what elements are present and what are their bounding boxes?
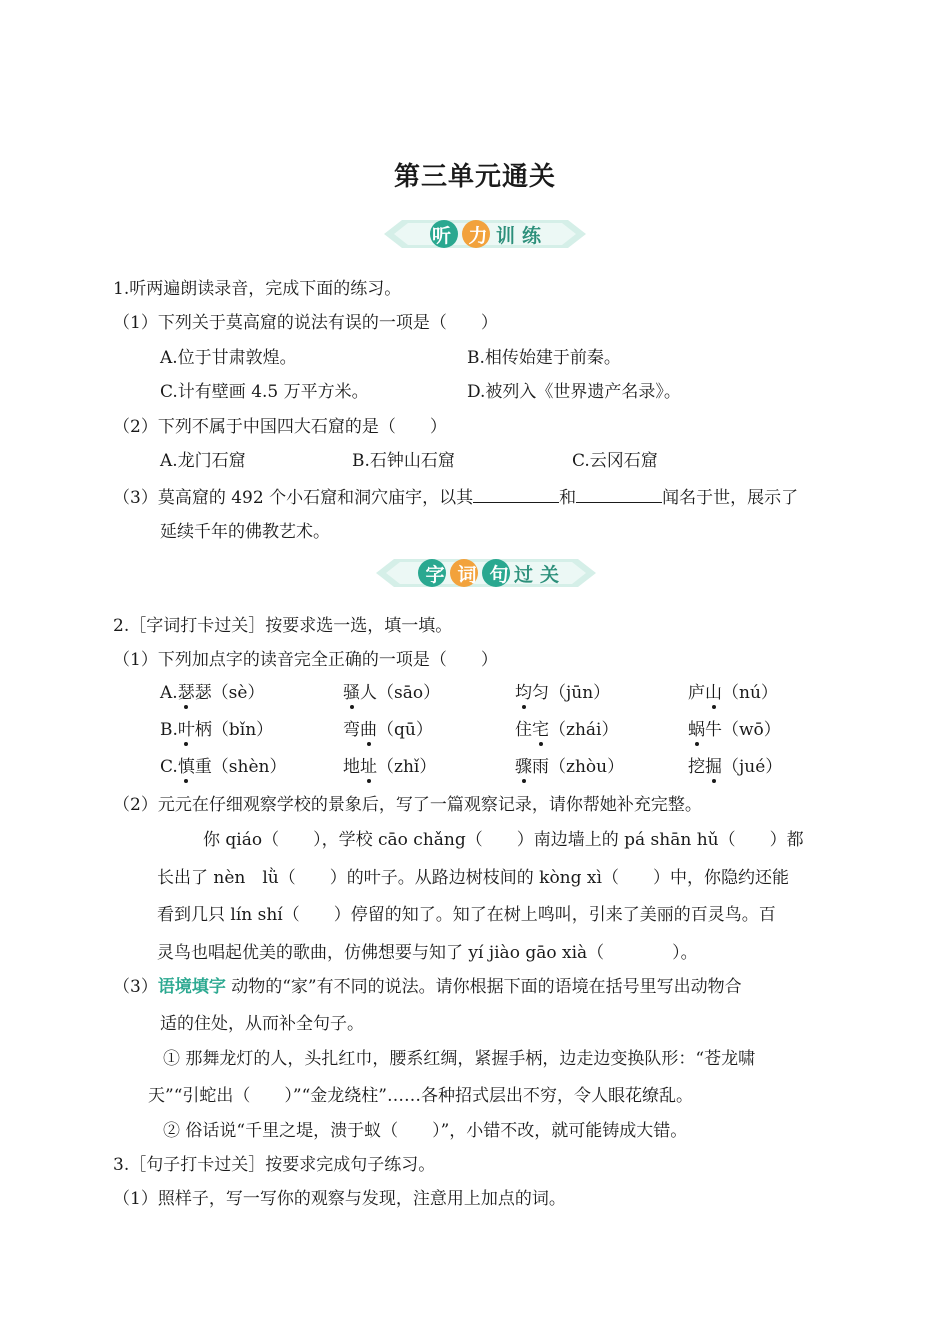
pinyin-option — [688, 722, 781, 739]
option-text: 弯 — [343, 720, 360, 740]
dotted-char: 均 — [515, 683, 532, 703]
answer-blank[interactable] — [576, 488, 662, 503]
q3-stem: 3.［句子打卡过关］按要求完成句子练习。 — [113, 1155, 436, 1175]
pinyin-option — [160, 685, 264, 702]
q1-s3-pre: （3）莫高窟的 492 个小石窟和洞穴庙宇，以其 — [113, 488, 474, 508]
option-text: （nú） — [722, 683, 778, 703]
pinyin-option — [688, 759, 782, 776]
dotted-char: 慎 — [177, 757, 195, 777]
option-text: 牛（wō） — [705, 720, 781, 740]
q1-s3-mid: 和 — [559, 488, 577, 508]
option-text: 雨（zhòu） — [532, 757, 625, 777]
listening-banner — [380, 217, 590, 251]
banner-char: 过 — [514, 563, 534, 586]
q1-s1-option-c: C.计有壁画 4.5 万平方米。 — [160, 382, 369, 402]
banner-char: 力 — [468, 224, 488, 247]
option-text: （qū） — [377, 720, 433, 740]
q2-s3-item1: ① 那舞龙灯的人，头扎红巾，腰系红绸，紧握手柄，边走边变换队形：“苍龙啸 — [163, 1049, 756, 1069]
q1-s2-stem: （2）下列不属于中国四大石窟的是（ ） — [113, 417, 447, 437]
q2-s3-num: （3） — [113, 977, 158, 997]
dotted-char: 骚 — [343, 683, 360, 703]
q2-s3-line1 — [113, 979, 742, 996]
pinyin-option — [160, 759, 287, 776]
q1-s1-option-b: B.相传始建于前秦。 — [467, 348, 621, 368]
dotted-char: 山 — [705, 683, 722, 703]
banner-char: 练 — [522, 224, 542, 247]
dotted-char: 骤 — [515, 757, 532, 777]
pinyin-option — [160, 722, 273, 739]
banner-char: 训 — [496, 224, 516, 247]
q2-s3-line2: 适的住处，从而补全句子。 — [160, 1014, 364, 1034]
option-text: 挖 — [688, 757, 705, 777]
words-banner — [372, 556, 600, 590]
pinyin-option — [515, 685, 610, 702]
q1-s3-line2: 延续千年的佛教艺术。 — [160, 522, 330, 542]
option-text: （zhái） — [549, 720, 619, 740]
option-text: C. — [160, 757, 178, 777]
dotted-char: 瑟 — [177, 683, 195, 703]
q2-s3-stem: 动物的“家”有不同的说法。请你根据下面的语境在括号里写出动物合 — [225, 977, 742, 997]
q1-s1-option-d: D.被列入《世界遗产名录》。 — [467, 382, 681, 402]
pinyin-option — [515, 722, 618, 739]
banner-char: 听 — [432, 224, 452, 247]
q2-s1-stem: （1）下列加点字的读音完全正确的一项是（ ） — [113, 650, 498, 670]
q2-s3-item2: ② 俗话说“千里之堤，溃于蚁（ ）”，小错不改，就可能铸成大错。 — [163, 1121, 688, 1141]
q2-s2-passage-line: 长出了 nèn lǜ（ ）的叶子。从路边树枝间的 kòng xì（ ）中，你隐约还能 — [157, 868, 789, 888]
context-fill-tag: 语境填字 — [157, 977, 226, 997]
pinyin-option — [343, 759, 436, 776]
q1-s2-option-a: A.龙门石窟 — [160, 451, 246, 471]
dotted-char: 叶 — [177, 720, 195, 740]
q2-s2-passage-line: 看到几只 lín shí（ ）停留的知了。知了在树上鸣叫，引来了美丽的百灵鸟。百 — [157, 905, 776, 925]
option-text: 地 — [343, 757, 360, 777]
q1-stem: 1.听两遍朗读录音，完成下面的练习。 — [113, 279, 402, 299]
option-text: 重（shèn） — [194, 757, 287, 777]
q2-s2-stem: （2）元元在仔细观察学校的景象后，写了一篇观察记录，请你帮她补充完整。 — [113, 795, 702, 815]
page-title: 第三单元通关 — [393, 162, 556, 192]
dotted-char: 掘 — [705, 757, 722, 777]
option-text: 匀（jūn） — [532, 683, 611, 703]
q2-stem: 2.［字词打卡过关］按要求选一选，填一填。 — [113, 616, 453, 636]
option-text: 瑟（sè） — [194, 683, 265, 703]
dotted-char: 蜗 — [688, 720, 705, 740]
option-text: （zhǐ） — [377, 757, 437, 777]
q2-s2-passage-line: 你 qiáo（ ），学校 cāo chǎng（ ）南边墙上的 pá shān hǔ（ ）都 — [203, 830, 804, 850]
q1-s2-option-b: B.石钟山石窟 — [352, 451, 455, 471]
q1-s3-post: 闻名于世，展示了 — [662, 488, 799, 508]
option-text: 人（sāo） — [360, 683, 441, 703]
q2-s2-passage-line: 灵鸟也唱起优美的歌曲，仿佛想要与知了 yí jiào gāo xià（ ）。 — [157, 943, 698, 963]
q3-s1: （1）照样子，写一写你的观察与发现，注意用上加点的词。 — [113, 1189, 566, 1209]
option-text: 住 — [515, 720, 532, 740]
dotted-char: 宅 — [532, 720, 549, 740]
q1-s1-option-a: A.位于甘肃敦煌。 — [160, 348, 297, 368]
banner-char: 字 — [425, 563, 445, 586]
pinyin-option — [688, 685, 778, 702]
dotted-char: 曲 — [360, 720, 377, 740]
q2-s3-item1-cont: 天”“引蛇出（ ）”“金龙绕柱”……各种招式层出不穷，令人眼花缭乱。 — [148, 1086, 693, 1106]
answer-blank[interactable] — [473, 488, 559, 503]
option-text: A. — [160, 683, 178, 703]
dotted-char: 址 — [360, 757, 377, 777]
banner-char: 词 — [457, 563, 477, 586]
pinyin-option — [515, 759, 624, 776]
pinyin-option — [343, 722, 433, 739]
option-text: （jué） — [722, 757, 783, 777]
q1-s1-stem: （1）下列关于莫高窟的说法有误的一项是（ ） — [113, 313, 498, 333]
option-text: 柄（bǐn） — [194, 720, 274, 740]
option-text: B. — [160, 720, 178, 740]
banner-char: 关 — [540, 563, 560, 586]
option-text: 庐 — [688, 683, 705, 703]
q1-s2-option-c: C.云冈石窟 — [572, 451, 658, 471]
pinyin-option — [343, 685, 440, 702]
q1-s3-line1 — [113, 488, 798, 507]
banner-char: 句 — [489, 563, 509, 586]
